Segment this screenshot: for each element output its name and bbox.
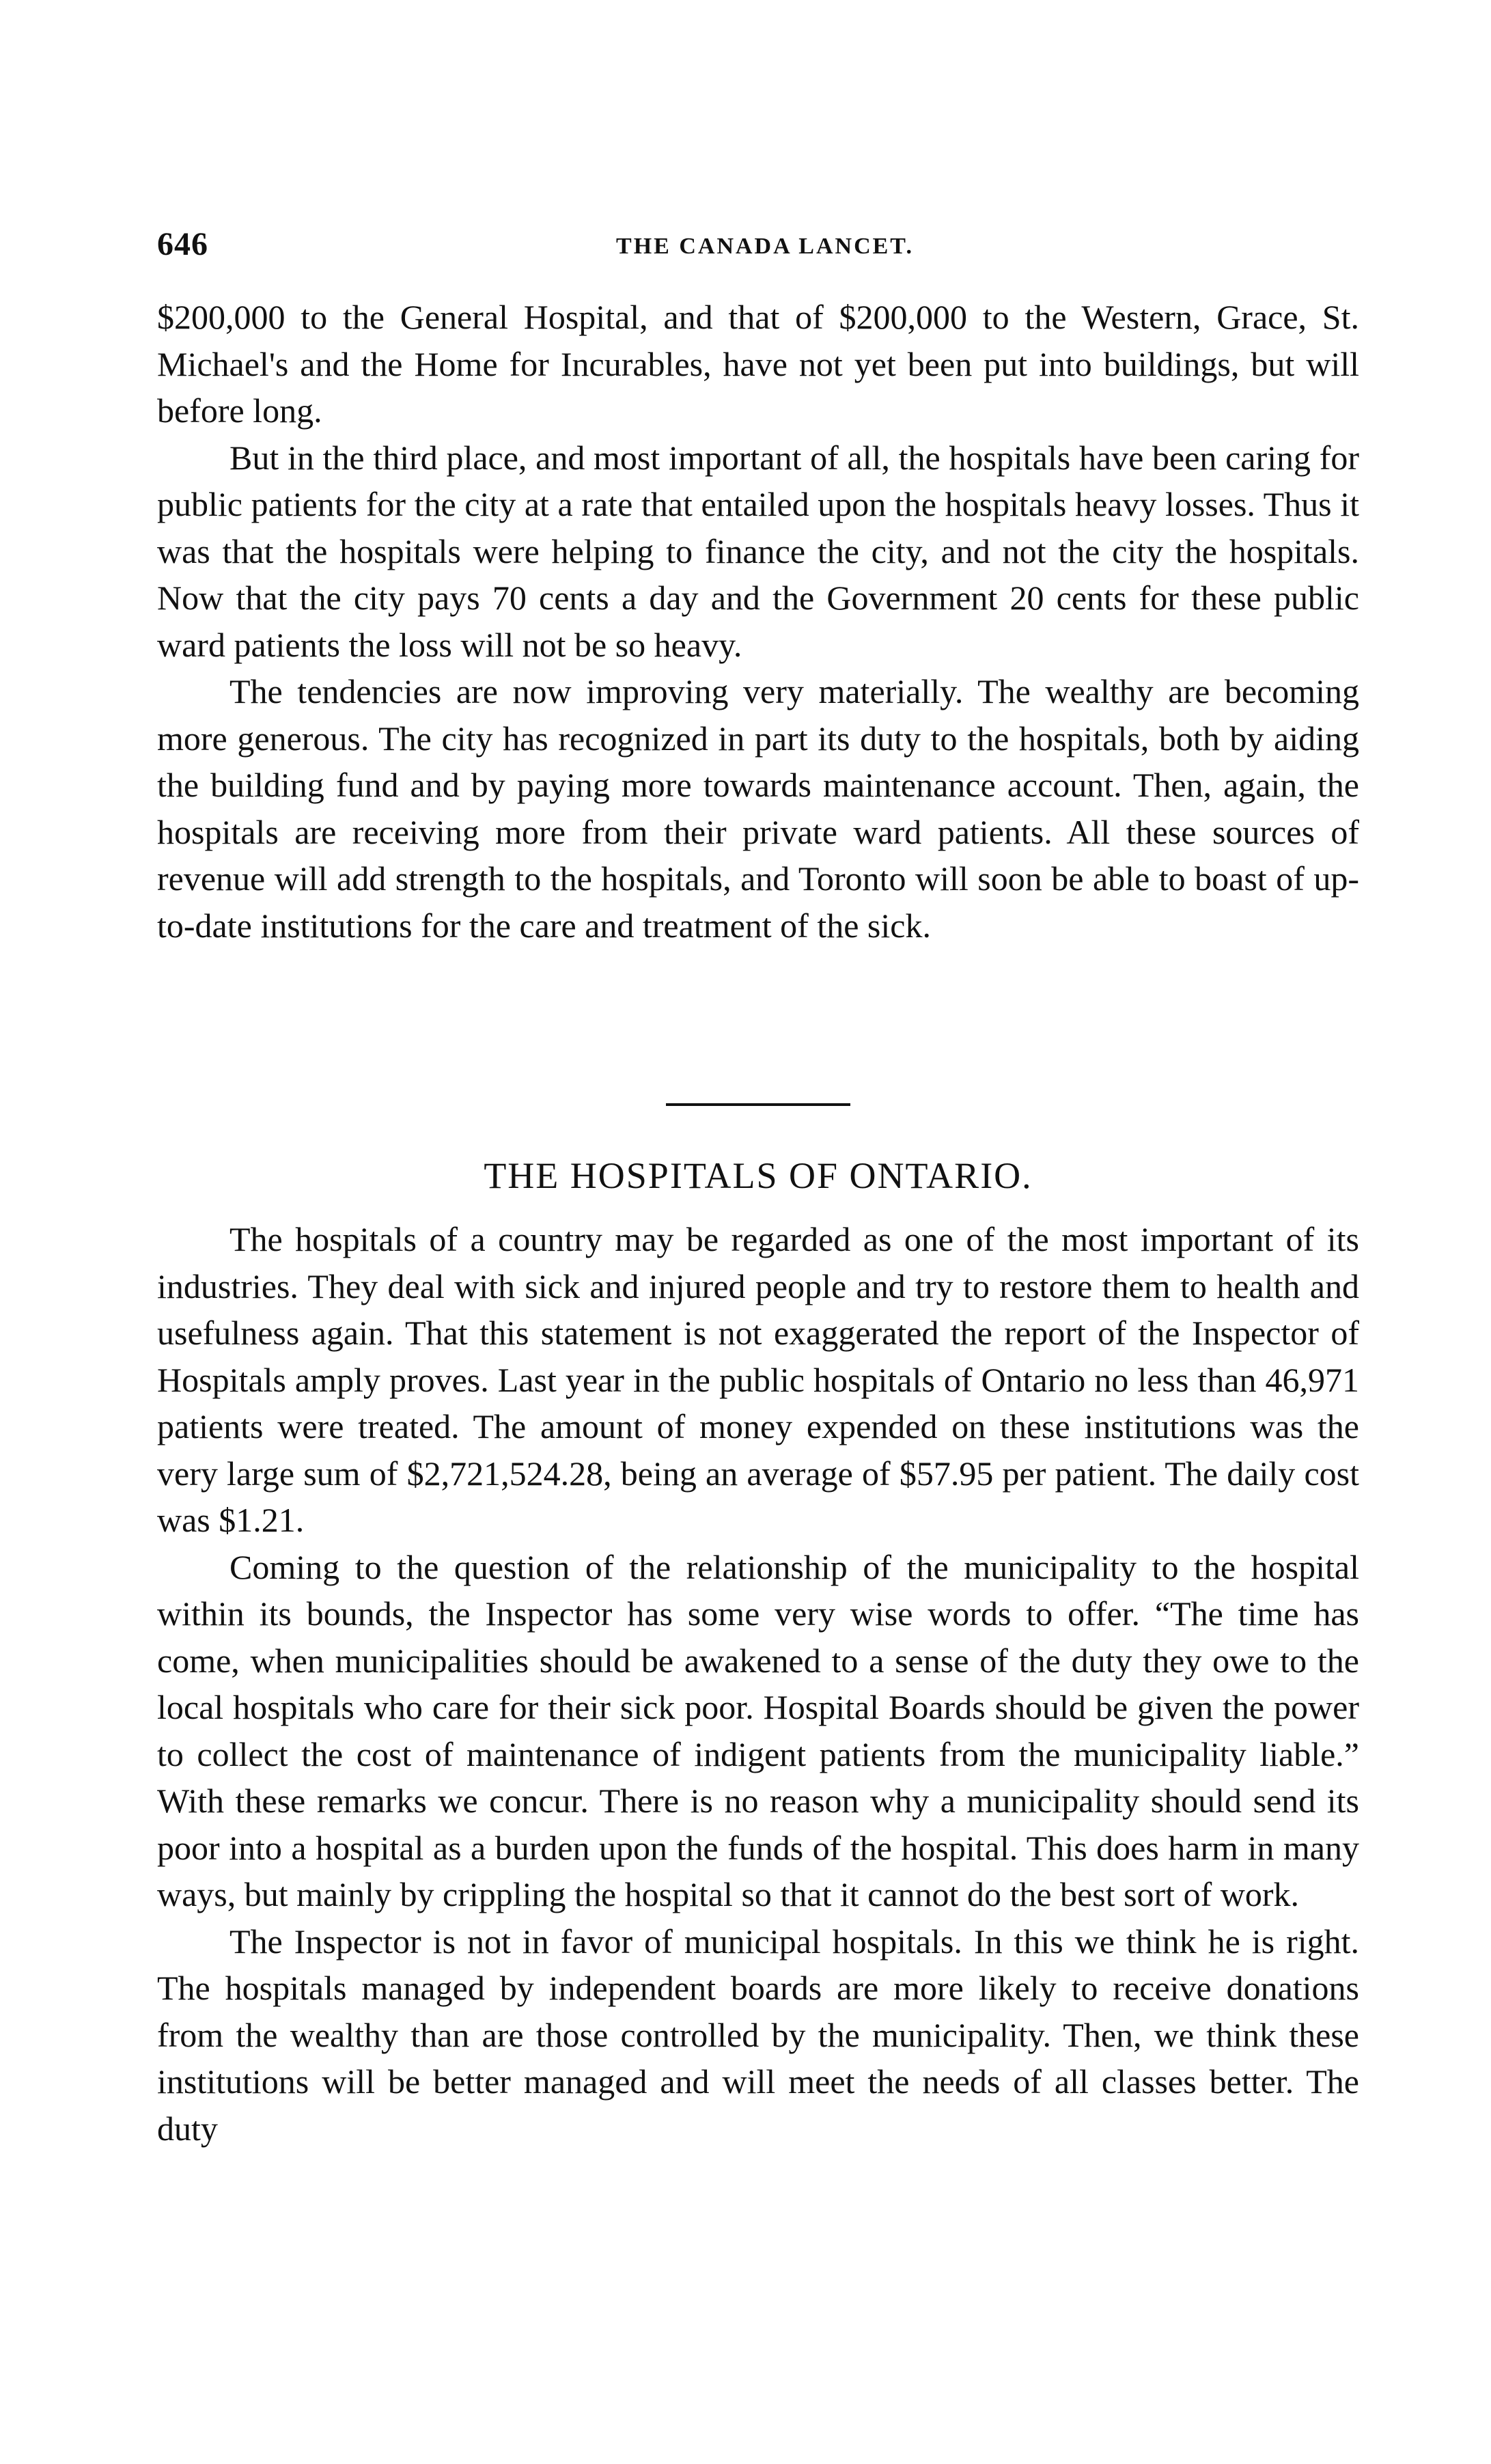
article-one-paragraph: $200,000 to the General Hospital, and that of $200,000 to the Western, Grace, St. Michael's and the Home for Incurables, have not yet been put into buildings, but will before long. — [157, 298, 1359, 430]
article-two-title: THE HOSPITALS OF ONTARIO. — [484, 1155, 1033, 1196]
section-divider — [666, 1103, 850, 1106]
page-header — [157, 225, 1373, 266]
article-two-paragraph: The hospitals of a country may be regarded as one of the most important of its industries. They deal with sick and injured people and try to restore them to health and usefulness again. That this statement is not exaggerated the report of the Inspector of Hospitals amply proves. Last year in the public hospitals of Ontario no less than 46,971 patients were treated. The amount of money expended on these institutions was the very large sum of $2,721,524.28, being an average of $57.95 per patient. The daily cost was $1.21. — [157, 1220, 1359, 1539]
article-two-paragraph: The Inspector is not in favor of municipal hospitals. In this we think he is right. The hospitals managed by independent boards are more likely to receive donations from the wealthy than are those controlled by the municipality. Then, we think these institutions will be better managed and will meet the needs of all classes better. The duty — [157, 1922, 1359, 2148]
running-head: THE CANADA LANCET. — [616, 234, 914, 259]
article-two-paragraph: Coming to the question of the relationship of the municipality to the hospital within its bounds, the Inspector has some very wise words to offer. “The time has come, when municipalities should be awakened to a sense of the duty they owe to the local hospitals who care for their sick poor. Hospital Boards should be given the power to collect the cost of maintenance of indigent patients from the municipality liable.” With these remarks we concur. There is no reason why a municipality should send its poor into a hospital as a burden upon the funds of the hospital. This does harm in many ways, but mainly by crippling the hospital so that it cannot do the best sort of work. — [157, 1547, 1359, 1913]
article-one-paragraph: But in the third place, and most important of all, the hospitals have been caring for public patients for the city at a rate that entailed upon the hospitals heavy losses. Thus it was that the hospitals were helping to finance the city, and not the city the hospitals. Now that the city pays 70 cents a day and the Government 20 cents for these public ward patients the loss will not be so heavy. — [157, 438, 1359, 664]
article-one-body — [157, 294, 1359, 949]
page-number: 646 — [157, 226, 208, 262]
article-two-body — [157, 1216, 1359, 2152]
article-one-paragraph: The tendencies are now improving very materially. The wealthy are becoming more generous. The city has recognized in part its duty to the hospitals, both by aiding the building fund and by paying more towards maintenance account. Then, again, the hospitals are receiving more from their private ward patients. All these sources of revenue will add strength to the hospitals, and Toronto will soon be able to boast of up-to-date institutions for the care and treatment of the sick. — [157, 672, 1359, 945]
